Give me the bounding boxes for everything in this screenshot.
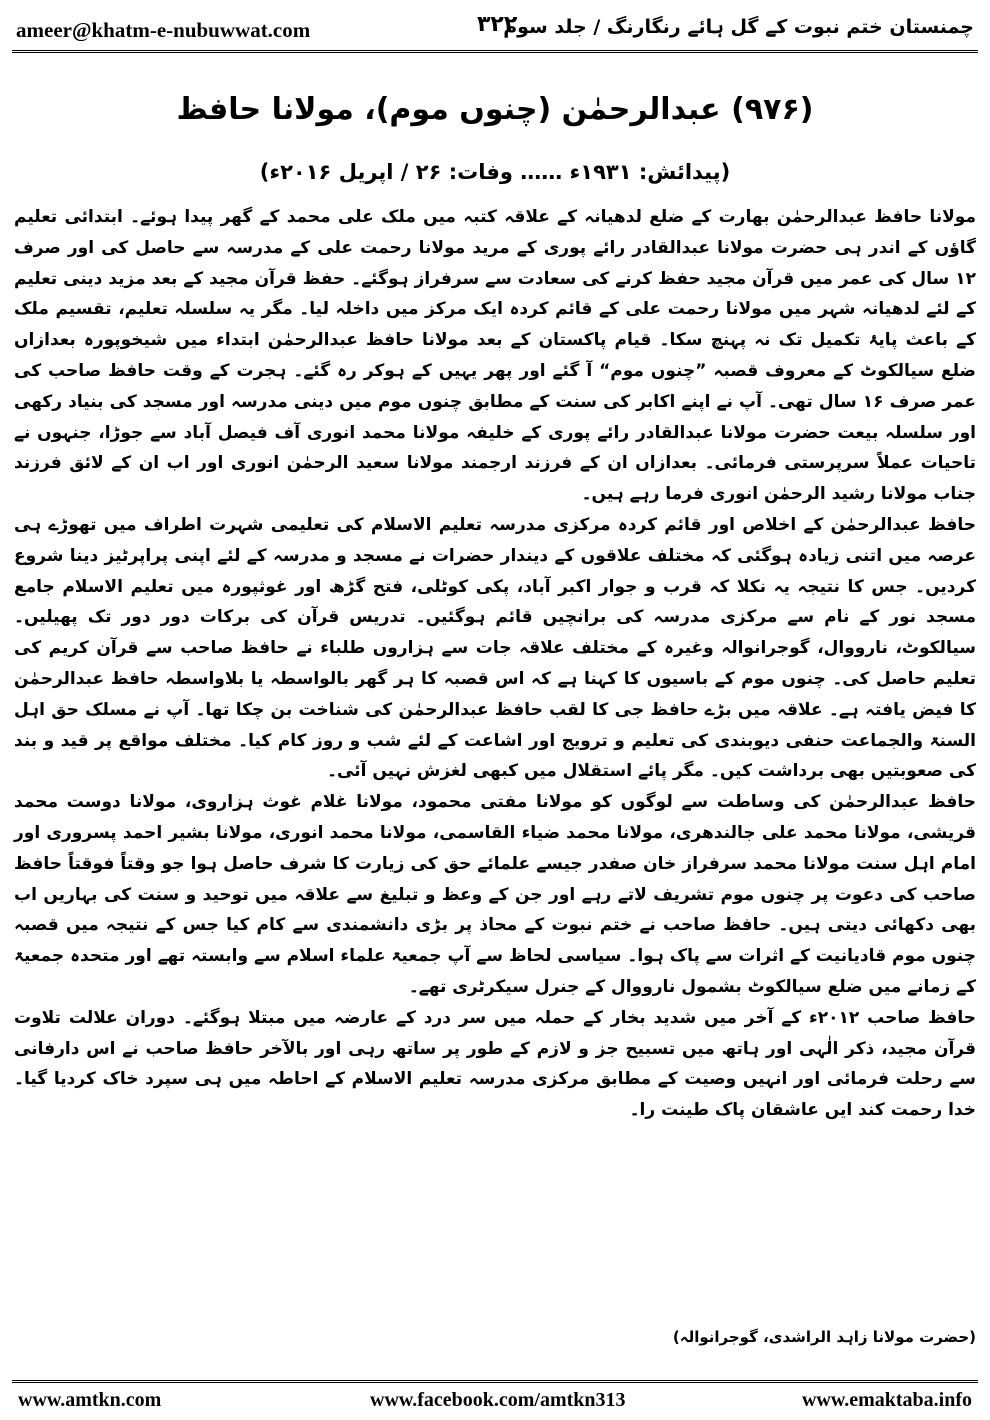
article-body: [14, 202, 976, 1126]
paragraph-3: حافظ عبدالرحمٰن کی وساطت سے لوگوں کو مولانا مفتی محمود، مولانا غلام غوث ہزاروی، مولانا دوست محمد قریشی، مولانا محمد علی جالندھری، مولانا محمد ضیاء القاسمی، مولانا محمد انوری، مولانا بشیر احمد پسروری اور امام اہل سنت مولانا محمد سرفراز خان صفدر جیسے علمائے حق کی زیارت کا شرف حاصل ہوا جو وقتاً فوقتاً حافظ صاحب کی دعوت پر چنوں موم تشریف لاتے رہے اور جن کے وعظ و تبلیغ سے علاقہ میں توحید و سنت کی بہاریں اب بھی دکھائی دیتی ہیں۔ حافظ صاحب نے ختم نبوت کے محاذ پر بڑی دانشمندی سے کام کیا جس کے نتیجہ میں قصبہ چنوں موم قادیانیت کے اثرات سے پاک ہوا۔ سیاسی لحاظ سے آپ جمعیۃ علماء اسلام سے وابستہ تھے اور متحدہ جمعیۃ کے زمانے میں ضلع سیالکوٹ بشمول نارووال کے جنرل سیکرٹری تھے۔: [14, 792, 976, 997]
paragraph-4: حافظ صاحب ۲۰۱۲ء کے آخر میں شدید بخار کے حملہ میں سر درد کے عارضہ میں مبتلا ہوگئے۔ دوران علالت تلاوت قرآن مجید، ذکر الٰہی اور ہاتھ میں تسبیح جز و لازم کے طور پر ساتھ رہی اور بالآخر حافظ صاحب نے اس دارفانی سے رحلت فرمائی اور انہیں وصیت کے مطابق مرکزی مدرسہ تعلیم الاسلام کے احاطہ میں ہی سپرد خاک کردیا گیا۔ خدا رحمت کند ایں عاشقان پاک طینت را۔: [14, 1007, 977, 1121]
book-title: چمنستان ختم نبوت کے گل ہائے رنگارنگ / جلد سوم: [503, 16, 974, 38]
page-number: ۳۲۲: [477, 12, 518, 37]
page-footer: [12, 1380, 978, 1413]
paragraph-2: حافظ عبدالرحمٰن کے اخلاص اور قائم کردہ مرکزی مدرسہ تعلیم الاسلام کی تعلیمی شہرت اطراف میں تھوڑے ہی عرصہ میں اتنی زیادہ ہوگئی کہ مختلف علاقوں کے دیندار حضرات نے مسجد و مدرسہ کے لئے اپنی پراپرٹیز دینا شروع کردیں۔ جس کا نتیجہ یہ نکلا کہ قرب و جوار اکبر آباد، پکی کوٹلی، فتح گڑھ اور غوثپورہ میں تعلیم الاسلام جامع مسجد نور کے نام سے مرکزی مدرسہ کی برانچیں قائم ہوگئیں۔ تدریس قرآن کی برکات دور دور تک پھیلیں۔ سیالکوٹ، نارووال، گوجرانوالہ وغیرہ کے مختلف علاقہ جات سے ہزاروں طلباء نے حافظ صاحب سے قرآن کریم کی تعلیم حاصل کی۔ چنوں موم کے باسیوں کا کہنا ہے کہ اس قصبہ کا ہر گھر بالواسطہ یا بلاواسطہ حافظ عبدالرحمٰن کا فیض یافتہ ہے۔ علاقہ میں بڑے حافظ جی کا لقب حافظ عبدالرحمٰن کی شناخت بن چکا تھا۔ آپ نے مسلک حق اہل السنۃ والجماعت حنفی دیوبندی کی تعلیم و ترویج اور اشاعت کے لئے شب و روز کام کیا۔ مختلف مواقع پر قید و بند کی صعوبتیں بھی برداشت کیں۔ مگر پائے استقلال میں کبھی لغزش نہیں آئی۔: [14, 514, 976, 782]
article-credit: (حضرت مولانا زاہد الراشدی، گوجرانوالہ): [672, 1328, 976, 1346]
article-title: (۹۷۶) عبدالرحمٰن (چنوں موم)، مولانا حافظ: [176, 92, 814, 127]
paragraph-1: مولانا حافظ عبدالرحمٰن بھارت کے ضلع لدھیانہ کے علاقہ کتبہ میں ملک علی محمد کے گھر پیدا ہوئے۔ ابتدائی تعلیم گاؤں کے اندر ہی حضرت مولانا عبدالقادر رائے پوری کے مرید مولانا رحمت علی کے مدرسہ سے حاصل کی اور صرف ۱۲ سال کی عمر میں قرآن مجید حفظ کرنے کی سعادت سے سرفراز ہوگئے۔ حفظ قرآن مجید کے بعد مزید دینی تعلیم کے لئے لدھیانہ شہر میں مولانا رحمت علی کے قائم کردہ ایک مرکز میں داخلہ لیا۔ مگر یہ سلسلہ تعلیم، تقسیم ملک کے باعث پایۂ تکمیل تک نہ پہنچ سکا۔ قیام پاکستان کے بعد مولانا حافظ عبدالرحمٰن ابتداء میں شیخوپورہ بعدازاں ضلع سیالکوٹ کے معروف قصبہ ”چنوں موم“ آ گئے اور پھر یہیں کے ہوکر رہ گئے۔ ہجرت کے وقت حافظ صاحب کی عمر صرف ۱۶ سال تھی۔ آپ نے اپنے اکابر کی سنت کے مطابق چنوں موم میں دینی مدرسہ اور مسجد کی بنیاد رکھی اور سلسلہ بیعت حضرت مولانا عبدالقادر رائے پوری کے خلیفہ مولانا محمد انوری آف فیصل آباد سے جوڑا، جنہوں نے تاحیات عملاً سرپرستی فرمائی۔ بعدازاں ان کے فرزند ارجمند مولانا سعید الرحمٰن انوری اور اب ان کے لائق فرزند جناب مولانا رشید الرحمٰن انوری فرما رہے ہیں۔: [14, 207, 976, 505]
article-dates: (پیدائش: ۱۹۳۱ء …… وفات: ۲۶ / اپریل ۲۰۱۶ء): [259, 160, 731, 184]
page-header: [12, 8, 978, 53]
footer-link-emaktaba[interactable]: www.emaktaba.info: [801, 1389, 972, 1411]
footer-link-facebook[interactable]: www.facebook.com/amtkn313: [370, 1389, 626, 1411]
footer-link-amtkn[interactable]: www.amtkn.com: [18, 1389, 162, 1411]
header-email[interactable]: ameer@khatm-e-nubuwwat.com: [16, 18, 311, 42]
